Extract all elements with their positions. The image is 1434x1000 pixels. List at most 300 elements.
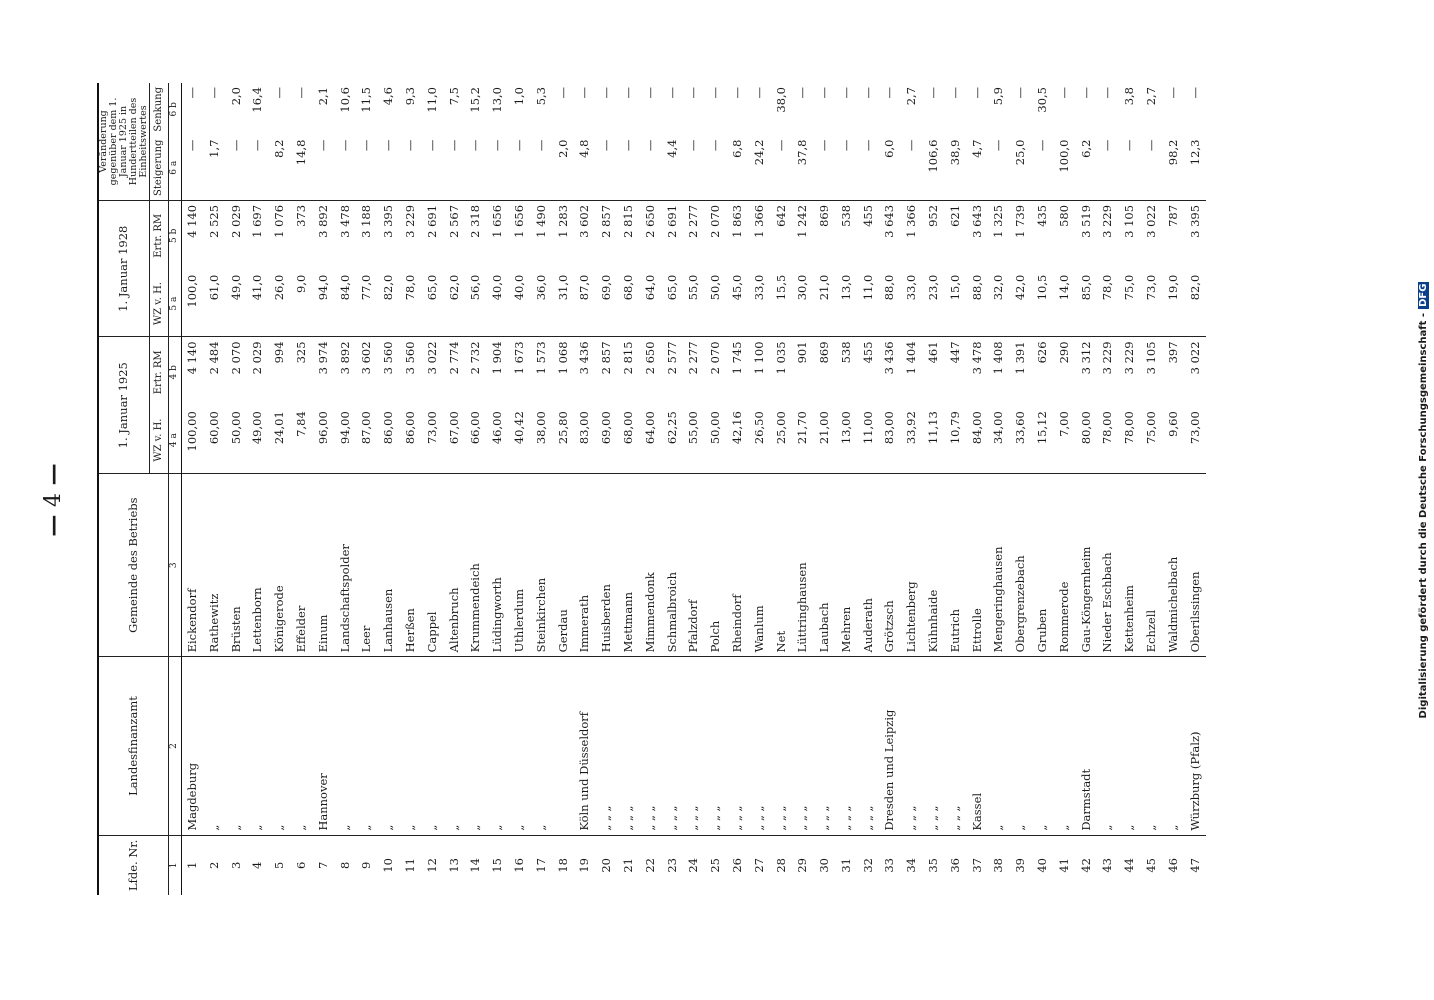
row-wz-1928: 42,0: [1013, 274, 1028, 301]
table-row: [661, 83, 683, 895]
row-wz-1928: 78,0: [402, 274, 417, 301]
row-nr: 21: [618, 835, 640, 895]
row-landesfinanzamt: „: [225, 657, 247, 835]
row-steigerung: 37,8: [795, 139, 810, 166]
row-nr: 9: [356, 835, 378, 895]
row-ertr-1928: 2 525: [204, 200, 226, 270]
row-gemeinde: Obergrenzebach: [1010, 473, 1032, 656]
row-nr: 29: [792, 835, 814, 895]
row-ertr-1925: 2 857: [596, 337, 618, 407]
row-ertr-1925: 869: [814, 337, 836, 407]
row-landesfinanzamt: „ „ „: [901, 657, 923, 835]
row-steigerung: 106,6: [926, 139, 941, 173]
row-nr: 7: [313, 835, 335, 895]
row-gemeinde: Net: [770, 473, 792, 656]
row-landesfinanzamt: „ „ „: [923, 657, 945, 835]
row-wz-1925: 68,00: [620, 411, 635, 445]
row-senkung: —: [555, 87, 570, 99]
row-wz-1928: 9,0: [293, 274, 308, 293]
row-wz-1925: 46,00: [490, 411, 505, 445]
table-row: [705, 83, 727, 895]
row-landesfinanzamt: Darmstadt: [1076, 657, 1098, 835]
row-landesfinanzamt: „: [509, 657, 531, 835]
row-wz-1928: 15,5: [773, 274, 788, 301]
row-senkung: —: [1013, 87, 1028, 99]
row-ertr-1928: 580: [1054, 200, 1076, 270]
colnum: 6 a: [168, 136, 181, 201]
row-wz-1925: 26,50: [751, 411, 766, 445]
row-landesfinanzamt: „: [356, 657, 378, 835]
table-row: [618, 83, 640, 895]
header-jan1928: 1. Januar 1928: [98, 200, 149, 337]
table-row: [749, 83, 771, 895]
table-row: [552, 83, 574, 895]
row-steigerung: 6,0: [882, 139, 897, 158]
row-gemeinde: Königerode: [269, 473, 291, 656]
row-ertr-1925: 2 484: [204, 337, 226, 407]
row-ertr-1925: 901: [792, 337, 814, 407]
row-nr: 12: [422, 835, 444, 895]
row-gemeinde: Mehren: [836, 473, 858, 656]
row-steigerung: —: [402, 139, 417, 152]
row-gemeinde: Echzell: [1141, 473, 1163, 656]
table-row: [313, 83, 335, 895]
colnum: 5 a: [168, 271, 181, 337]
row-wz-1925: 33,92: [904, 411, 919, 445]
row-senkung: —: [860, 87, 875, 99]
row-gemeinde: Polch: [705, 473, 727, 656]
row-gemeinde: Schmalbroich: [661, 473, 683, 656]
table-row: [1185, 83, 1207, 895]
row-steigerung: —: [642, 139, 657, 152]
table-row: [836, 83, 858, 895]
row-gemeinde: Laubach: [814, 473, 836, 656]
row-wz-1928: 87,0: [577, 274, 592, 301]
row-landesfinanzamt: „: [1097, 657, 1119, 835]
row-landesfinanzamt: „: [443, 657, 465, 835]
colnum: 6 b: [168, 83, 181, 136]
row-landesfinanzamt: Magdeburg: [181, 657, 203, 835]
row-wz-1928: 30,0: [795, 274, 810, 301]
row-wz-1928: 64,0: [642, 274, 657, 301]
row-senkung: 11,5: [359, 87, 374, 113]
row-landesfinanzamt: „ „ „: [770, 657, 792, 835]
row-steigerung: —: [708, 139, 723, 152]
table-row: [1163, 83, 1185, 895]
row-senkung: —: [1078, 87, 1093, 99]
row-steigerung: —: [1100, 139, 1115, 152]
row-wz-1925: 87,00: [359, 411, 374, 445]
row-landesfinanzamt: „: [247, 657, 269, 835]
column-number-row: [168, 83, 181, 895]
row-ertr-1928: 3 395: [378, 200, 400, 270]
row-senkung: 2,7: [1144, 87, 1159, 106]
row-ertr-1928: 455: [858, 200, 880, 270]
row-landesfinanzamt: Dresden und Leipzig: [879, 657, 901, 835]
row-steigerung: 12,3: [1187, 139, 1202, 166]
row-senkung: —: [577, 87, 592, 99]
colnum: 4 a: [168, 407, 181, 473]
row-ertr-1928: 3 892: [313, 200, 335, 270]
table-row: [247, 83, 269, 895]
row-ertr-1925: 1 573: [531, 337, 553, 407]
row-ertr-1925: 3 478: [967, 337, 989, 407]
row-steigerung: —: [250, 139, 265, 152]
row-gemeinde: Mettmann: [618, 473, 640, 656]
row-steigerung: —: [511, 139, 526, 152]
row-steigerung: —: [468, 139, 483, 152]
row-steigerung: —: [838, 139, 853, 152]
row-wz-1928: 41,0: [250, 274, 265, 301]
row-ertr-1925: 994: [269, 337, 291, 407]
row-landesfinanzamt: „ „ „: [618, 657, 640, 835]
row-wz-1925: 73,00: [1187, 411, 1202, 445]
row-gemeinde: Brüsten: [225, 473, 247, 656]
table-row: [923, 83, 945, 895]
header-ertr-1925: Ertr. RM: [149, 337, 168, 407]
row-wz-1925: 86,00: [381, 411, 396, 445]
table-row: [487, 83, 509, 895]
row-wz-1928: 40,0: [490, 274, 505, 301]
row-ertr-1925: 3 105: [1141, 337, 1163, 407]
row-wz-1928: 65,0: [424, 274, 439, 301]
colnum: 4 b: [168, 337, 181, 407]
row-landesfinanzamt: „: [1163, 657, 1185, 835]
row-steigerung: —: [315, 139, 330, 152]
row-gemeinde: Immerath: [574, 473, 596, 656]
row-steigerung: 24,2: [751, 139, 766, 166]
row-wz-1928: 84,0: [337, 274, 352, 301]
row-senkung: —: [1056, 87, 1071, 99]
row-steigerung: —: [773, 139, 788, 152]
row-wz-1925: 96,00: [315, 411, 330, 445]
row-landesfinanzamt: Würzburg (Pfalz): [1185, 657, 1207, 835]
row-landesfinanzamt: „ „ „: [640, 657, 662, 835]
row-steigerung: —: [904, 139, 919, 152]
row-gemeinde: Wanlum: [749, 473, 771, 656]
row-steigerung: 4,4: [664, 139, 679, 158]
row-ertr-1925: 3 229: [1119, 337, 1141, 407]
row-steigerung: 8,2: [272, 139, 287, 158]
row-landesfinanzamt: „: [531, 657, 553, 835]
row-wz-1925: 66,00: [468, 411, 483, 445]
row-nr: 39: [1010, 835, 1032, 895]
row-steigerung: —: [1122, 139, 1137, 152]
row-wz-1928: 82,0: [381, 274, 396, 301]
row-nr: 20: [596, 835, 618, 895]
row-wz-1925: 83,00: [577, 411, 592, 445]
row-nr: 47: [1185, 835, 1207, 895]
row-senkung: 2,7: [904, 87, 919, 106]
row-nr: 44: [1119, 835, 1141, 895]
colnum: 2: [168, 657, 181, 835]
row-wz-1928: 45,0: [729, 274, 744, 301]
header-landesfinanzamt: Landesfinanzamt: [98, 657, 168, 835]
row-landesfinanzamt: „: [400, 657, 422, 835]
table-row: [683, 83, 705, 895]
row-ertr-1928: 3 478: [334, 200, 356, 270]
table-row: [770, 83, 792, 895]
row-landesfinanzamt: „: [1119, 657, 1141, 835]
row-wz-1928: 21,0: [817, 274, 832, 301]
row-senkung: —: [620, 87, 635, 99]
row-ertr-1925: 455: [858, 337, 880, 407]
row-nr: 8: [334, 835, 356, 895]
row-ertr-1928: 2 567: [443, 200, 465, 270]
row-gemeinde: Auderath: [858, 473, 880, 656]
row-senkung: 13,0: [490, 87, 505, 113]
row-ertr-1928: 2 318: [465, 200, 487, 270]
row-landesfinanzamt: „: [1054, 657, 1076, 835]
row-ertr-1928: 1 076: [269, 200, 291, 270]
row-nr: 37: [967, 835, 989, 895]
row-ertr-1925: 2 774: [443, 337, 465, 407]
row-gemeinde: Mengeringhausen: [988, 473, 1010, 656]
row-ertr-1928: 1 656: [509, 200, 531, 270]
row-ertr-1928: 373: [291, 200, 313, 270]
row-wz-1928: 61,0: [206, 274, 221, 301]
row-landesfinanzamt: Kassel: [967, 657, 989, 835]
row-gemeinde: Lüdingworth: [487, 473, 509, 656]
row-ertr-1928: 3 105: [1119, 200, 1141, 270]
row-senkung: 2,1: [315, 87, 330, 106]
row-ertr-1928: 2 815: [618, 200, 640, 270]
row-ertr-1928: 1 283: [552, 200, 574, 270]
row-gemeinde: Rommerode: [1054, 473, 1076, 656]
row-wz-1925: 25,80: [555, 411, 570, 445]
row-gemeinde: Mimmendonk: [640, 473, 662, 656]
row-senkung: —: [664, 87, 679, 99]
row-steigerung: —: [860, 139, 875, 152]
row-steigerung: —: [424, 139, 439, 152]
row-steigerung: 1,7: [206, 139, 221, 158]
row-wz-1928: 82,0: [1187, 274, 1202, 301]
row-ertr-1925: 3 602: [356, 337, 378, 407]
row-steigerung: —: [184, 139, 199, 152]
table-row: [1054, 83, 1076, 895]
row-gemeinde: Lettenborn: [247, 473, 269, 656]
row-wz-1928: 75,0: [1122, 274, 1137, 301]
row-wz-1925: 73,00: [424, 411, 439, 445]
header-senkung: Senkung: [149, 83, 168, 136]
row-nr: 41: [1054, 835, 1076, 895]
row-wz-1928: 33,0: [751, 274, 766, 301]
row-wz-1928: 26,0: [272, 274, 287, 301]
dfg-logo: DFG: [1418, 283, 1429, 307]
row-nr: 22: [640, 835, 662, 895]
row-nr: 5: [269, 835, 291, 895]
row-ertr-1928: 3 188: [356, 200, 378, 270]
row-gemeinde: Eutrich: [945, 473, 967, 656]
table-row: [879, 83, 901, 895]
row-ertr-1928: 1 490: [531, 200, 553, 270]
row-ertr-1928: 952: [923, 200, 945, 270]
row-nr: 25: [705, 835, 727, 895]
table-row: [814, 83, 836, 895]
row-gemeinde: Waldmichelbach: [1163, 473, 1185, 656]
row-wz-1925: 60,00: [206, 411, 221, 445]
row-wz-1925: 9,60: [1165, 411, 1180, 437]
row-gemeinde: Cappel: [422, 473, 444, 656]
row-wz-1928: 88,0: [882, 274, 897, 301]
row-gemeinde: Effelder: [291, 473, 313, 656]
row-ertr-1925: 461: [923, 337, 945, 407]
row-gemeinde: Leer: [356, 473, 378, 656]
header-ertr-1928: Ertr. RM: [149, 200, 168, 270]
row-senkung: 10,6: [337, 87, 352, 113]
row-senkung: 9,3: [402, 87, 417, 106]
row-wz-1925: 50,00: [228, 411, 243, 445]
row-wz-1925: 94,00: [337, 411, 352, 445]
row-nr: 36: [945, 835, 967, 895]
row-wz-1925: 15,12: [1035, 411, 1050, 445]
row-senkung: —: [926, 87, 941, 99]
row-ertr-1925: 538: [836, 337, 858, 407]
table-row: [181, 83, 203, 895]
row-nr: 15: [487, 835, 509, 895]
row-steigerung: 98,2: [1165, 139, 1180, 166]
row-ertr-1928: 1 242: [792, 200, 814, 270]
row-steigerung: —: [817, 139, 832, 152]
row-ertr-1928: 787: [1163, 200, 1185, 270]
row-senkung: 2,0: [228, 87, 243, 106]
row-ertr-1925: 3 022: [1185, 337, 1207, 407]
table-row: [400, 83, 422, 895]
row-wz-1928: 68,0: [620, 274, 635, 301]
row-gemeinde: Lüttringhausen: [792, 473, 814, 656]
row-ertr-1928: 869: [814, 200, 836, 270]
row-nr: 10: [378, 835, 400, 895]
row-nr: 4: [247, 835, 269, 895]
row-wz-1928: 100,0: [184, 274, 199, 308]
row-steigerung: —: [1144, 139, 1159, 152]
row-gemeinde: Lichtenberg: [901, 473, 923, 656]
row-steigerung: 6,8: [729, 139, 744, 158]
row-wz-1925: 40,42: [511, 411, 526, 445]
row-wz-1928: 62,0: [446, 274, 461, 301]
row-ertr-1925: 325: [291, 337, 313, 407]
row-steigerung: 4,7: [969, 139, 984, 158]
header-gemeinde: Gemeinde des Betriebs: [98, 473, 168, 656]
header-steigerung: Steigerung: [149, 136, 168, 201]
row-nr: 35: [923, 835, 945, 895]
row-steigerung: —: [228, 139, 243, 152]
row-landesfinanzamt: „: [1010, 657, 1032, 835]
row-gemeinde: Rheindorf: [727, 473, 749, 656]
row-ertr-1928: 538: [836, 200, 858, 270]
row-ertr-1928: 3 229: [1097, 200, 1119, 270]
row-ertr-1925: 4 140: [181, 337, 203, 407]
row-landesfinanzamt: „ „ „: [596, 657, 618, 835]
row-landesfinanzamt: „: [465, 657, 487, 835]
row-senkung: 7,5: [446, 87, 461, 106]
row-gemeinde: Einum: [313, 473, 335, 656]
row-senkung: 5,3: [533, 87, 548, 106]
row-ertr-1928: 1 739: [1010, 200, 1032, 270]
row-wz-1928: 50,0: [708, 274, 723, 301]
row-wz-1925: 25,00: [773, 411, 788, 445]
colnum: 3: [168, 473, 181, 656]
row-ertr-1925: 3 022: [422, 337, 444, 407]
row-wz-1928: 14,0: [1056, 274, 1071, 301]
row-wz-1925: 86,00: [402, 411, 417, 445]
row-wz-1928: 31,0: [555, 274, 570, 301]
row-steigerung: —: [359, 139, 374, 152]
row-wz-1928: 69,0: [599, 274, 614, 301]
row-wz-1925: 67,00: [446, 411, 461, 445]
table-row: [792, 83, 814, 895]
row-senkung: —: [272, 87, 287, 99]
row-ertr-1928: 2 691: [422, 200, 444, 270]
row-nr: 42: [1076, 835, 1098, 895]
row-senkung: —: [1100, 87, 1115, 99]
row-nr: 26: [727, 835, 749, 895]
row-ertr-1925: 1 035: [770, 337, 792, 407]
row-landesfinanzamt: „: [334, 657, 356, 835]
row-wz-1925: 42,16: [729, 411, 744, 445]
row-ertr-1928: 2 691: [661, 200, 683, 270]
row-gemeinde: Landschaftspolder: [334, 473, 356, 656]
table-row: [967, 83, 989, 895]
row-ertr-1928: 1 863: [727, 200, 749, 270]
row-ertr-1925: 3 229: [1097, 337, 1119, 407]
row-wz-1925: 83,00: [882, 411, 897, 445]
row-ertr-1928: 1 697: [247, 200, 269, 270]
row-wz-1925: 7,00: [1056, 411, 1071, 437]
row-wz-1928: 15,0: [947, 274, 962, 301]
row-steigerung: 100,0: [1056, 139, 1071, 173]
row-ertr-1925: 2 577: [661, 337, 683, 407]
row-nr: 13: [443, 835, 465, 895]
digitization-note-text: Digitalisierung gefördert durch die Deutsche Forschungsgemeinschaft -: [1418, 312, 1429, 719]
row-nr: 3: [225, 835, 247, 895]
row-ertr-1925: 1 391: [1010, 337, 1032, 407]
header-jan1925: 1. Januar 1925: [98, 337, 149, 474]
row-wz-1928: 94,0: [315, 274, 330, 301]
row-wz-1925: 7,84: [293, 411, 308, 437]
row-gemeinde: Uthlerdum: [509, 473, 531, 656]
row-ertr-1928: 2 650: [640, 200, 662, 270]
row-nr: 2: [204, 835, 226, 895]
row-steigerung: 2,0: [555, 139, 570, 158]
row-ertr-1928: 1 325: [988, 200, 1010, 270]
row-nr: 1: [181, 835, 203, 895]
row-wz-1925: 75,00: [1144, 411, 1159, 445]
row-landesfinanzamt: „ „ „: [683, 657, 705, 835]
row-nr: 30: [814, 835, 836, 895]
row-landesfinanzamt: „: [487, 657, 509, 835]
row-ertr-1928: 1 366: [749, 200, 771, 270]
row-gemeinde: Kühnhaide: [923, 473, 945, 656]
row-senkung: —: [729, 87, 744, 99]
row-landesfinanzamt: „ „ „: [792, 657, 814, 835]
row-wz-1928: 88,0: [969, 274, 984, 301]
header-nr: Lfde. Nr.: [98, 835, 168, 895]
row-wz-1928: 85,0: [1078, 274, 1093, 301]
table-row: [531, 83, 553, 895]
row-wz-1928: 56,0: [468, 274, 483, 301]
row-ertr-1925: 1 673: [509, 337, 531, 407]
header-veraenderung: Veränderung gegenüber dem 1. Januar 1925 in Hundertteilen des Einheitswertes: [98, 83, 149, 200]
row-nr: 38: [988, 835, 1010, 895]
row-landesfinanzamt: „ „ „: [705, 657, 727, 835]
row-nr: 16: [509, 835, 531, 895]
table-row: [356, 83, 378, 895]
row-senkung: —: [1187, 87, 1202, 99]
row-wz-1928: 36,0: [533, 274, 548, 301]
digitization-note: [1418, 0, 1429, 1000]
row-ertr-1928: 2 029: [225, 200, 247, 270]
